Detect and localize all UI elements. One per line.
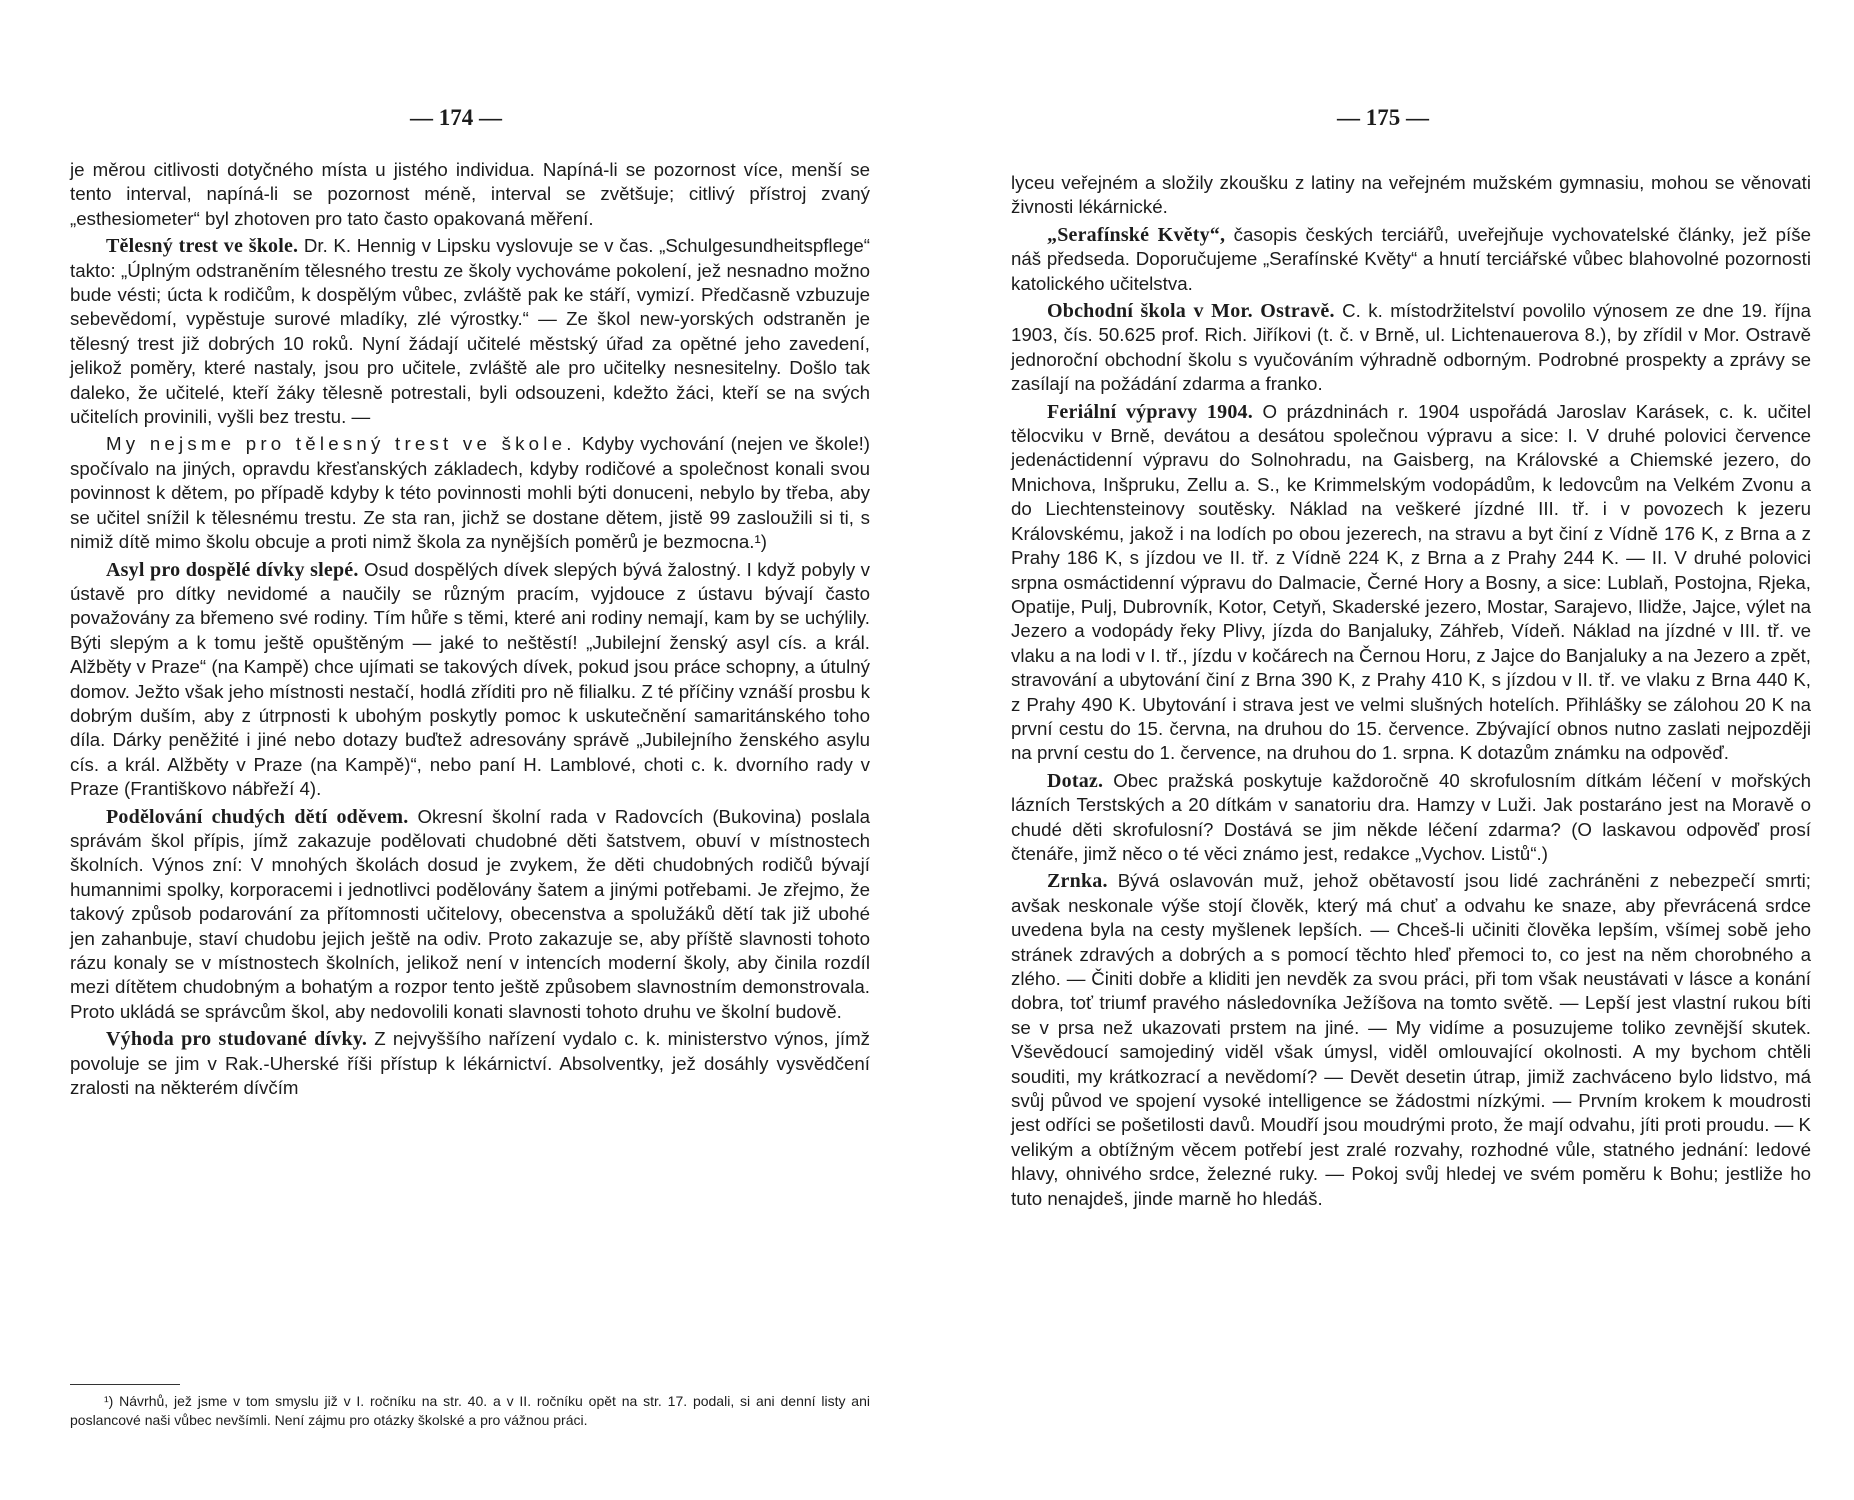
paragraph [1011,299,1811,397]
section-heading: Asyl pro dospělé dívky slepé. [106,558,359,581]
page-number: — 175 — [1337,105,1429,130]
paragraph-text: Obec pražská poskytuje každoročně 40 skrofulosním dítkám léčení v mořských lázních Terstských a 20 dítkám v sanatoriu dra. Hamzy v Luži. Jak postaráno jest na Moravě o chudé děti skrofulosní? Dostává se jim někde léčení zdarma? (O laskavou odpověď prosí čtenáře, jimž něco o té věci známo jest, redakce „Vychov. Listů“.) [1011,769,1811,864]
paragraph [70,1027,870,1100]
paragraph [70,158,870,231]
text-column [1011,171,1811,1214]
section-heading: Tělesný trest ve škole. [106,235,299,258]
paragraph [70,558,870,802]
footnote-text: ¹) Návrhů, jež jsme v tom smyslu již v I. ročníku na str. 40. a v II. ročníku opět na str. 17. podali, si ani denní listy ani poslancové naši vůbec nevšímli. Není zájmu pro otázky školské a pro vážnou práci. [70,1393,870,1428]
text-column [70,158,870,1103]
section-heading: „Serafínské Květy“, [1047,223,1226,246]
paragraph [1011,223,1811,296]
paragraph-text: Bývá oslavován muž, jehož obětavostí jsou lidé zachráněni z nebezpečí smrti; avšak neskonale výše stojí člověk, který má chuť a odvahu ke snaze, aby převrácená srdce uvedena byla na cesty myšlenek lepších. — Chceš-li učiniti člověka lepším, všímej sobě jeho stránek zdravých a dobrých a s pomocí těchto hleď přemoci to, co jest na něm chorobného a zlého. — Činiti dobře a kliditi jen nevděk za svou práci, při tom však neustávati v lásce a konání dobra, toť triumf pravého následovníka Ježíšova na tomto světě. — Lepší jest vlastní rukou bíti se v prsa než ukazovati prstem na jiné. — My vidíme a posuzujeme toliko zevnější skutek. Vševědoucí samojediný viděl však úmysl, viděl omlouvající okolnosti. A my bychom chtěli souditi, my krátkozrací a nevědomí? — Devět desetin útrap, jimiž zachváceno bylo lidstvo, má svůj původ ve spojení vysoké intelligence se žádostmi nízkými. — Prvním krokem k moudrosti jest odříci se pošetilosti davů. Moudří jsou moudrými proto, že mají odvahu, jíti proti proudu. — K velikým a obtížným věcem potřebí jest zralé rozvahy, rozhodné vůle, statného jednání: ledové hlavy, ohnivého srdce, železné ruky. — Pokoj svůj hledej ve svém poměru k Bohu; jestliže ho tuto nenajdeš, jinde marně ho hledáš. [1011,870,1811,1209]
paragraph-text: Kdyby vychování (nejen ve škole!) spočívalo na jiných, opravdu křesťanských základech, kdyby rodičové a společnost konali svou povinnost k dětem, po případě kdyby k této povinnosti mohli býti donuceni, nebylo by třeba, aby se učitel snížil k tělesnému trestu. Ze sta ran, jichž se dostane dětem, jistě 99 zasloužili si ti, s nimiž dítě mimo školu obcuje a proti nimž škola za nynějších poměrů je bezmocna.¹) [70,433,870,553]
paragraph-text: Dr. K. Hennig v Lipsku vyslovuje se v čas. „Schulgesundheitspflege“ takto: „Úplným odstraněním tělesného trestu ze školy vychováme pokolení, jež nesnadno možno bude vésti; úcta k rodičům, k dospělým vůbec, zvláště pak ke stáří, vymizí. Předčasně vzbuzuje sebevědomí, vypěstuje surové mladíky, zlé výrostky.“ — Ze škol new-yorských odstraněn je tělesný trest již dobrých 10 roků. Nyní žádají učitelé městský úřad za opětné jeho zavedení, jelikož poměry, které nastaly, jsou pro učitele, zvláště ale pro učitelky nesnesitelny. Došlo tak daleko, že učitelé, kteří žáky tělesně potrestali, byli odsouzeni, kdežto žáci, kteří se na svých učitelích provinili, vyšli bez trestu. — [70,235,870,428]
section-heading: Podělování chudých dětí oděvem. [106,805,409,828]
page-number: — 174 — [410,105,502,130]
paragraph-text: Osud dospělých dívek slepých bývá žalostný. I když pobyly v ústavě pro dítky nevidomé a naučily se různým pracím, vyjdouce z ústavu bývají často považovány za břemeno své rodiny. Tím hůře s těmi, které ani rodiny nemají, kam by se uchýlily. Býti slepým a k tomu ještě opuštěným — jaké to neštěstí! „Jubilejní ženský asyl cís. a král. Alžběty v Praze“ (na Kampě) chce ujímati se takových dívek, pokud jsou práce schopny, a útulný domov. Ježto však jeho místnosti nestačí, hodlá zříditi pro ně filialku. Z té příčiny vznáší prosbu k dobrým duším, aby z útrpnosti k ubohým poskytly pomoc k uskutečnění samaritánského toho díla. Dárky peněžité i jiné nebo dotazy buďtež adresovány správě „Jubilejního ženského asylu cís. a král. Alžběty v Praze (na Kampě)“, nebo paní H. Lamblové, choti c. k. dvorního rady v Praze (Františkovo nábřeží 4). [70,558,870,800]
paragraph [70,432,870,554]
paragraph-text: Z nejvyššího nařízení vydalo c. k. ministerstvo výnos, jímž povoluje se jim v Rak.-Uherské říši přístup k lékárnictví. Absolventky, jež dosáhly vysvědčení zralosti na některém dívčím [70,1028,870,1099]
paragraph-text: lyceu veřejném a složily zkoušku z latiny na veřejném mužském gymnasiu, mohou se věnovati živnosti lékárnické. [1011,172,1811,218]
paragraph [70,805,870,1025]
paragraph [1011,869,1811,1211]
paragraph [1011,769,1811,867]
paragraph-text: Okresní školní rada v Radovcích (Bukovina) poslala správám škol přípis, jímž zakazuje podělovati chudobné děti šatstvem, obuví v místnostech školních. Výnos zní: V mnohých školách dosud je zvykem, že děti chudobných rodičů bývají humannimi spolky, korporacemi i jednotlivci podělovány šatem a jinými potřebami. Je zřejmo, že takový způsob podarování za přítomnosti učitelovy, obecenstva a spolužáků dětí tak již ubohé jen zahanbuje, staví chudobu jejich ještě na odiv. Proto zakazuje se, aby příště slavnosti tohoto rázu konaly se v místnostech školních, jelikož není v intencích moderní školy, aby činila rozdíl mezi dítětem chudobným a bohatým a rozpor tento ještě způsobem slavnostním demonstrovala. Proto ukládá se správcům škol, aby nedovolili konati slavnosti tohoto druhu ve školní budově. [70,805,870,1022]
footnote [70,1392,870,1430]
section-heading: Obchodní škola v Mor. Ostravě. [1047,300,1335,323]
spaced-emphasis: My nejsme pro tělesný trest ve škole. [106,433,576,455]
paragraph [70,234,870,429]
paragraph-text: časopis českých terciářů, uveřejňuje vychovatelské články, jež píše náš předseda. Doporučujeme „Serafínské Květy“ a hnutí terciářské vůbec blahovolné pozornosti katolického učitelstva. [1011,223,1811,294]
section-heading: Výhoda pro studované dívky. [106,1028,368,1051]
paragraph-text: O prázdninách r. 1904 uspořádá Jaroslav Karásek, c. k. učitel tělocviku v Brně, devátou a desátou společnou výpravu a sice: I. V druhé polovici července jedenáctidenní výpravu do Solnohradu, na Gaisberg, na Královské a Chiemské jezero, do Mnichova, Inšpruku, Zellu a. S., ke Krimmelským vodopádům, k ledovcům na Velkém Zvonu a do Liechtensteinovy soutěsky. Náklad na veškeré jízdné III. tř. i v povozech k jezeru Královskému, jakož i na lodích po obou jezerech, na stravu a byt činí z Vídně 176 K, z Brna a z Prahy 186 K, s jízdou ve II. tř. z Vídně 224 K, z Brna a z Prahy 244 K. — II. V druhé polovici srpna osmáctidenní výpravu do Dalmacie, Černé Hory a Bosny, a sice: Lublaň, Postojna, Rjeka, Opatije, Pulj, Dubrovník, Kotor, Cetyň, Skaderské jezero, Mostar, Sarajevo, Ilidže, Jajce, výlet na Jezero a vodopády řeky Plivy, jízda do Banjaluky, Záhřeb, Vídeň. Náklad na jízdné v III. tř. ve vlaku a na lodi v I. tř., jízdu v kočárech na Černou Horu, z Jajce do Banjaluky a na Jezero a zpět, stravování a ubytování činí z Brna 390 K, z Prahy 410 K, s jízdou v II. tř. ve vlaku z Brna 440 K, z Prahy 490 K. Ubytování i strava jest ve velmi slušných hotelích. Přihlášky se zálohou 20 K na první cestu do 15. června, na druhou do 15. července. Zbývající obnos nutno zaslati nejpozději na první cestu do 1. července, na druhou do 1. srpna. K dotazům známku na odpověď. [1011,400,1811,764]
section-heading: Dotaz. [1047,769,1104,792]
section-heading: Zrnka. [1047,870,1108,893]
footnote-divider [70,1384,180,1385]
section-heading: Feriální výpravy 1904. [1047,400,1253,423]
paragraph [1011,171,1811,220]
paragraph-text: je měrou citlivosti dotyčného místa u jistého individua. Napíná-li se pozornost více, menší se tento interval, napíná-li se pozornost méně, interval se zvětšuje; citlivý přístroj zvaný „esthesiometer“ byl zhotoven pro tato často opakovaná měření. [70,159,870,229]
paragraph [1011,400,1811,766]
paragraph-text: C. k. místodržitelství povolilo výnosem ze dne 19. října 1903, čís. 50.625 prof. Rich. Jiříkovi (t. č. v Brně, ul. Lichtenauerova 8.), by zřídil v Mor. Ostravě jednoroční obchodní školu s vyučováním výhradně odborným. Podrobné prospekty a zprávy se zasílají na požádání zdarma a franko. [1011,300,1811,395]
